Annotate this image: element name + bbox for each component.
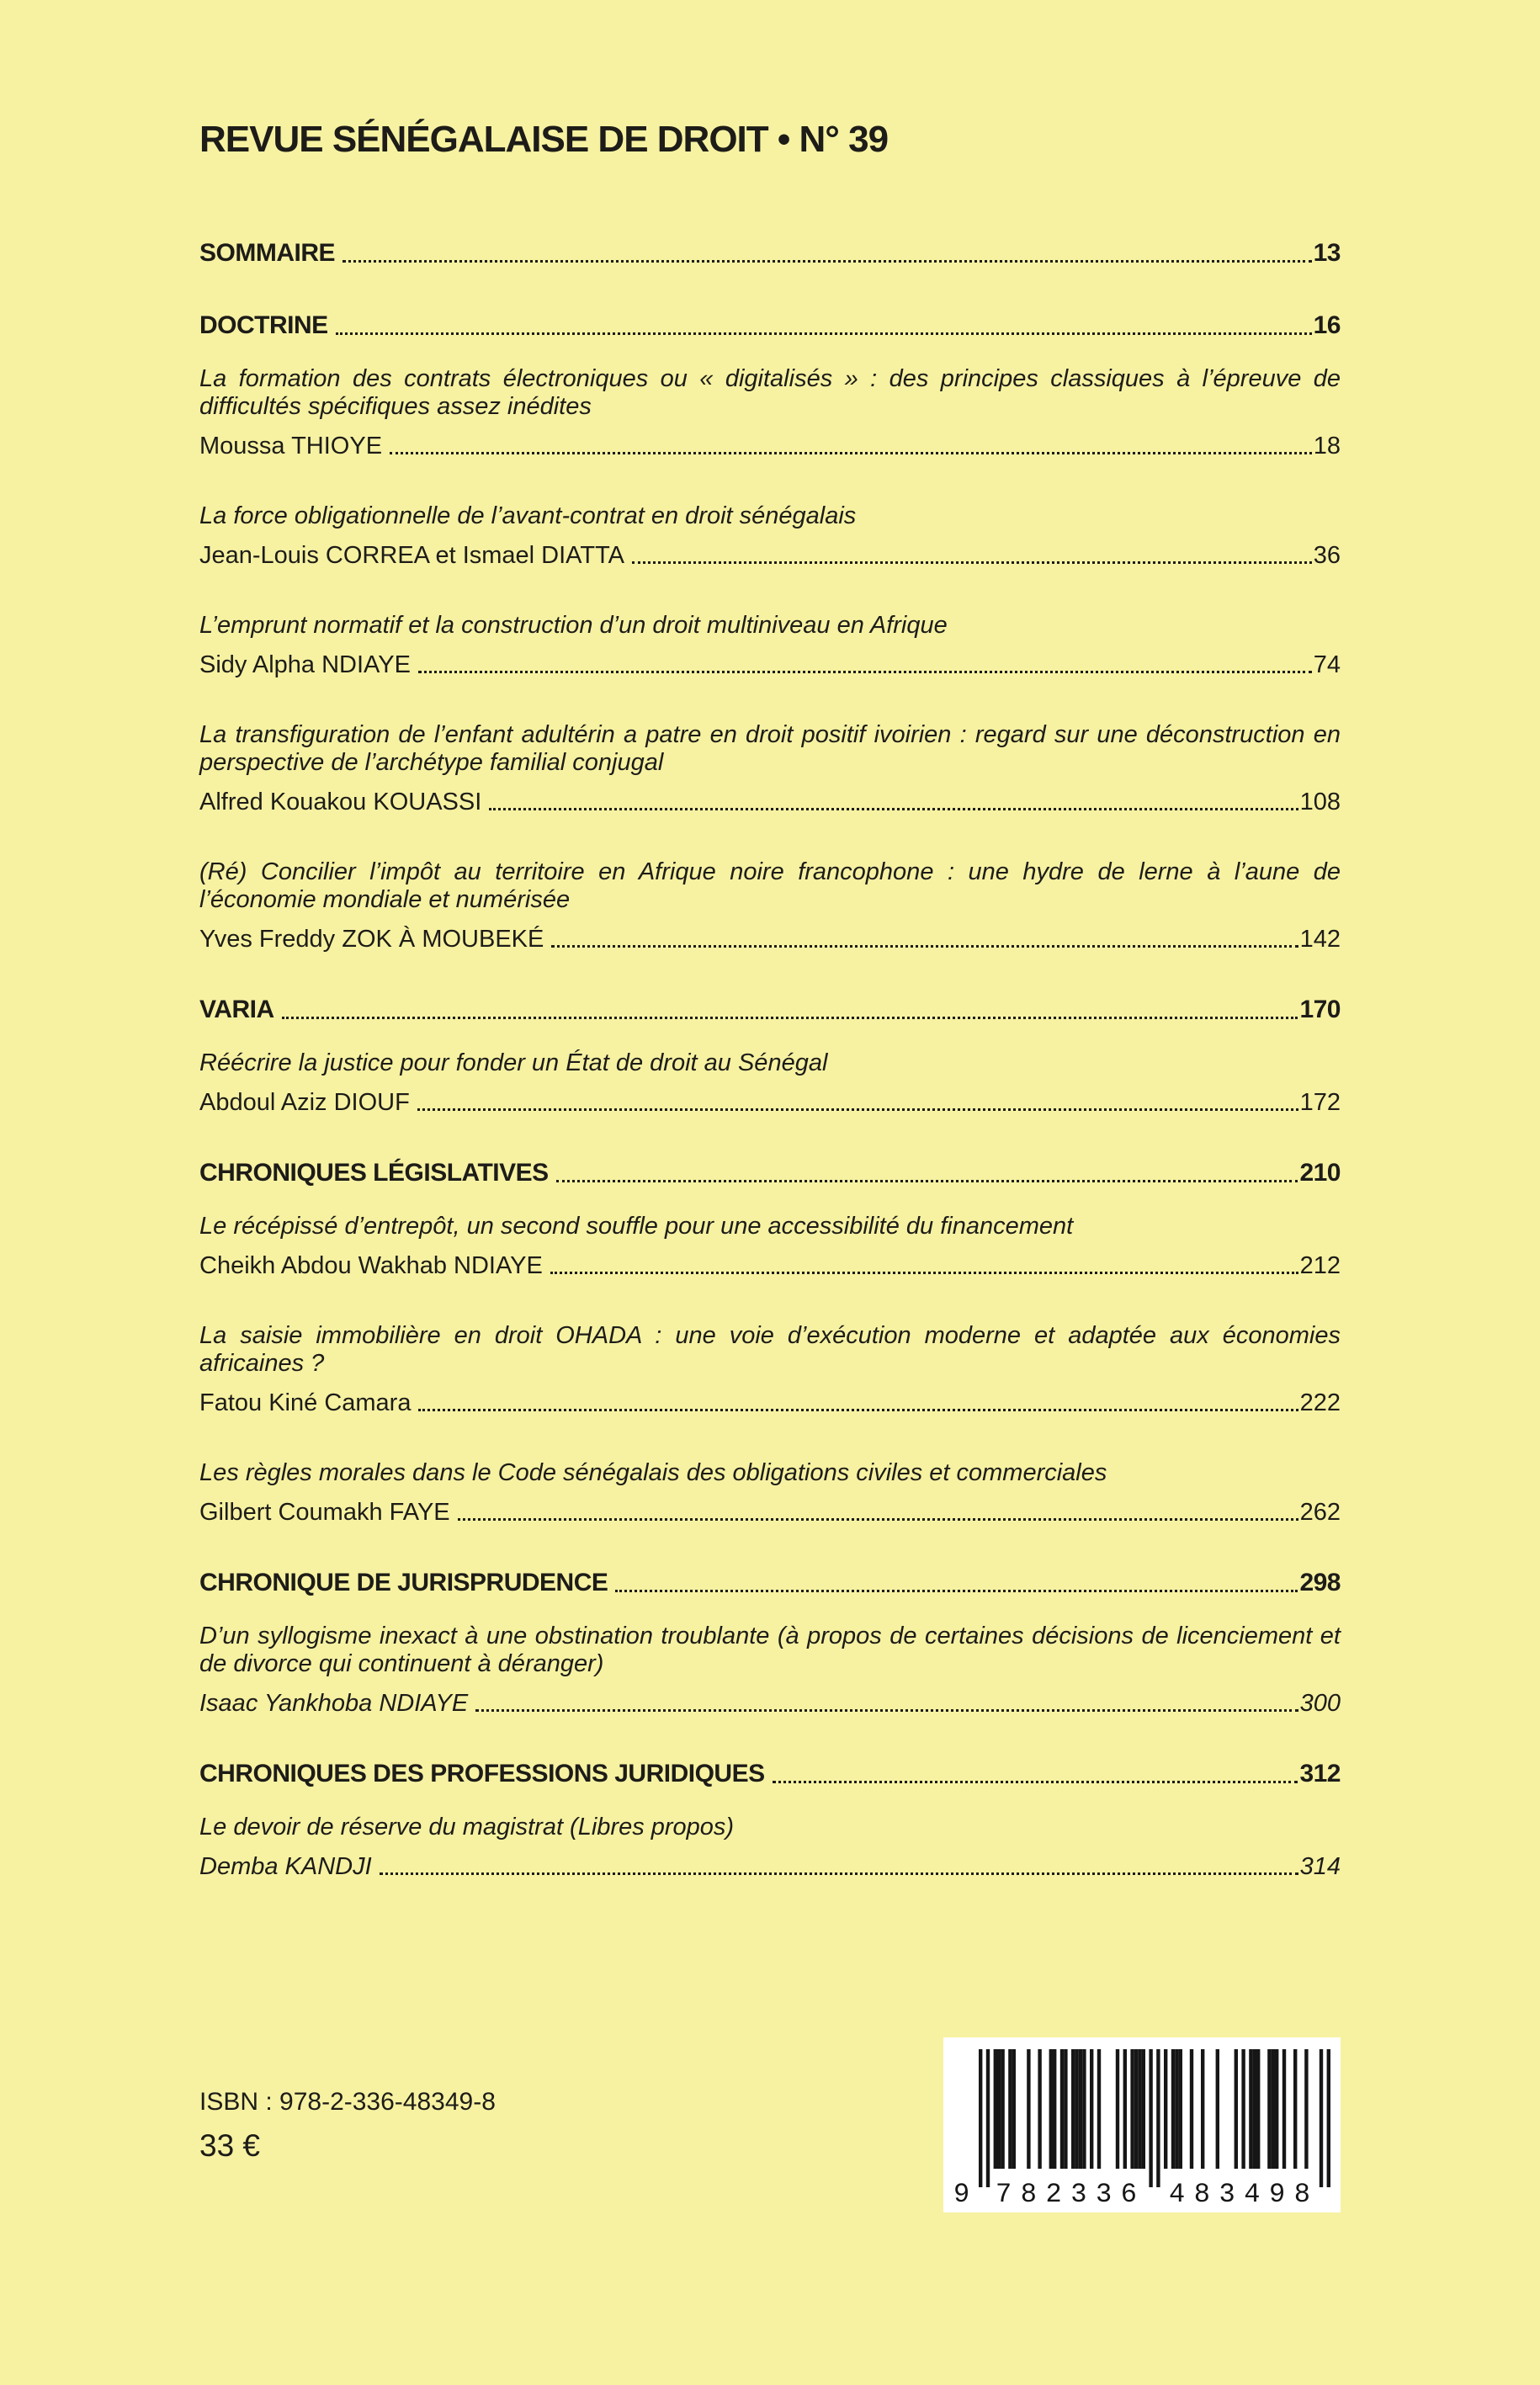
barcode-bar xyxy=(1075,2049,1078,2169)
section-page-number: 298 xyxy=(1299,1569,1341,1596)
section-title: CHRONIQUE DE JURISPRUDENCE xyxy=(199,1569,608,1596)
entry-author: Yves Freddy ZOK À MOUBEKÉ xyxy=(199,926,544,953)
barcode-bar xyxy=(1027,2049,1030,2169)
toc-entry xyxy=(199,365,1341,460)
entry-page-number: 314 xyxy=(1299,1853,1341,1880)
entry-page-number: 142 xyxy=(1299,926,1341,953)
barcode-bar xyxy=(1267,2049,1271,2169)
barcode-bar xyxy=(1082,2049,1086,2169)
entry-title: Réécrire la justice pour fonder un État de droit au Sénégal xyxy=(199,1049,828,1076)
barcode-bar xyxy=(1001,2049,1004,2169)
barcode-bar xyxy=(1071,2049,1075,2169)
entry-author: Abdoul Aziz DIOUF xyxy=(199,1089,410,1116)
dotted-leader xyxy=(773,1781,1298,1783)
section-heading-row xyxy=(199,1157,1341,1189)
entry-author: Sidy Alpha NDIAYE xyxy=(199,651,411,678)
barcode-digits: 9 xyxy=(953,2179,970,2206)
isbn: ISBN : 978-2-336-48349-8 xyxy=(199,2088,496,2116)
barcode-bar xyxy=(1090,2049,1093,2169)
barcode-bar xyxy=(1249,2049,1252,2169)
toc-entry xyxy=(199,502,1341,570)
section-title: CHRONIQUES DES PROFESSIONS JURIDIQUES xyxy=(199,1760,765,1787)
entry-title: La saisie immobilière en droit OHADA : une voie d’exécution moderne et adaptée aux économies africaines ? xyxy=(199,1322,1341,1377)
entry-author-row xyxy=(199,542,1341,570)
barcode-bar xyxy=(1320,2049,1323,2187)
barcode-digits: 483498 xyxy=(1169,2179,1310,2206)
section-heading-row xyxy=(199,237,1341,269)
toc-entry xyxy=(199,1623,1341,1718)
barcode-bar xyxy=(1149,2049,1152,2187)
entry-title: La formation des contrats électroniques ou « digitalisés » : des principes classiques à l’épreuve de difficultés spécifiques assez inédites xyxy=(199,365,1341,420)
barcode-bar xyxy=(1060,2049,1064,2169)
entry-title: L’emprunt normatif et la construction d’un droit multiniveau en Afrique xyxy=(199,612,948,639)
dotted-leader xyxy=(282,1017,1298,1019)
page-title: REVUE SÉNÉGALAISE DE DROIT • N° 39 xyxy=(199,119,889,160)
barcode-bar xyxy=(1053,2049,1056,2169)
dotted-leader xyxy=(632,561,1312,564)
entry-page-number: 36 xyxy=(1313,542,1341,569)
toc-section xyxy=(199,1567,1341,1718)
toc-entry xyxy=(199,612,1341,679)
entry-title: Le devoir de réserve du magistrat (Libres propos) xyxy=(199,1814,735,1841)
barcode-bar xyxy=(1275,2049,1278,2169)
barcode-bar xyxy=(1201,2049,1204,2169)
barcode-bar xyxy=(1253,2049,1256,2169)
barcode xyxy=(943,2037,1341,2212)
entry-author: Gilbert Coumakh FAYE xyxy=(199,1499,450,1526)
entry-page-number: 212 xyxy=(1299,1252,1341,1279)
dotted-leader xyxy=(615,1590,1298,1592)
dotted-leader xyxy=(390,452,1312,454)
section-page-number: 312 xyxy=(1299,1760,1341,1787)
barcode-bar xyxy=(1304,2049,1308,2169)
barcode-bar xyxy=(1064,2049,1067,2169)
entry-author: Cheikh Abdou Wakhab NDIAYE xyxy=(199,1252,543,1279)
dotted-leader xyxy=(550,1272,1298,1274)
section-entries xyxy=(199,1623,1341,1718)
section-heading-row xyxy=(199,310,1341,342)
dotted-leader xyxy=(551,945,1298,948)
barcode-image xyxy=(953,2049,1330,2206)
dotted-leader xyxy=(418,1409,1298,1411)
section-title: CHRONIQUES LÉGISLATIVES xyxy=(199,1159,549,1187)
toc-section xyxy=(199,1758,1341,1881)
entry-author-row xyxy=(199,651,1341,679)
barcode-bar xyxy=(1256,2049,1260,2169)
entry-author: Moussa THIOYE xyxy=(199,433,383,459)
barcode-bar xyxy=(1130,2049,1134,2169)
entry-page-number: 172 xyxy=(1299,1089,1341,1116)
barcode-bar xyxy=(1175,2049,1178,2169)
toc-entry xyxy=(199,1459,1341,1527)
entry-page-number: 222 xyxy=(1299,1389,1341,1416)
entry-page-number: 74 xyxy=(1313,651,1341,678)
entry-title: Le récépissé d’entrepôt, un second souffle pour une accessibilité du financement xyxy=(199,1213,1074,1240)
section-page-number: 170 xyxy=(1299,996,1341,1023)
dotted-leader xyxy=(343,260,1312,263)
barcode-digits: 782336 xyxy=(996,2179,1137,2206)
dotted-leader xyxy=(489,808,1298,810)
barcode-bar xyxy=(986,2049,990,2187)
section-heading-row xyxy=(199,1758,1341,1790)
barcode-bar xyxy=(1138,2049,1141,2169)
entry-author-row xyxy=(199,1499,1341,1527)
section-entries xyxy=(199,365,1341,953)
section-title: SOMMAIRE xyxy=(199,239,335,267)
dotted-leader xyxy=(458,1518,1298,1521)
entry-author: Fatou Kiné Camara xyxy=(199,1389,412,1416)
entry-page-number: 262 xyxy=(1299,1499,1341,1526)
table-of-contents xyxy=(199,237,1341,1881)
barcode-bar xyxy=(1049,2049,1053,2169)
barcode-bar xyxy=(1171,2049,1175,2169)
dotted-leader xyxy=(418,671,1312,673)
entry-page-number: 108 xyxy=(1299,789,1341,815)
barcode-bar xyxy=(1241,2049,1245,2169)
entry-author-row xyxy=(199,1252,1341,1280)
entry-author-row xyxy=(199,1089,1341,1117)
barcode-bar xyxy=(1156,2049,1160,2187)
barcode-bar xyxy=(1235,2049,1238,2169)
barcode-bar xyxy=(1123,2049,1127,2169)
barcode-bar xyxy=(979,2049,982,2187)
toc-entry xyxy=(199,721,1341,816)
barcode-bar xyxy=(1179,2049,1182,2169)
section-page-number: 16 xyxy=(1313,311,1341,339)
barcode-bar xyxy=(1008,2049,1012,2169)
toc-entry xyxy=(199,858,1341,953)
barcode-bar xyxy=(1327,2049,1330,2187)
dotted-leader xyxy=(556,1180,1298,1182)
section-page-number: 210 xyxy=(1299,1159,1341,1187)
section-title: DOCTRINE xyxy=(199,311,328,339)
toc-entry xyxy=(199,1049,1341,1117)
toc-section xyxy=(199,1157,1341,1527)
toc-section xyxy=(199,994,1341,1117)
entry-title: Les règles morales dans le Code sénégalais des obligations civiles et commerciales xyxy=(199,1459,1107,1486)
toc-entry xyxy=(199,1814,1341,1881)
barcode-bar xyxy=(1116,2049,1119,2169)
section-entries xyxy=(199,1049,1341,1117)
barcode-bar xyxy=(1012,2049,1016,2169)
entry-author-row xyxy=(199,1389,1341,1417)
section-heading-row xyxy=(199,994,1341,1026)
entry-author-row xyxy=(199,1690,1341,1718)
entry-author: Demba KANDJI xyxy=(199,1853,372,1880)
barcode-bar xyxy=(997,2049,1001,2169)
barcode-bar xyxy=(1282,2049,1286,2169)
barcode-bar xyxy=(1142,2049,1145,2169)
section-title: VARIA xyxy=(199,996,274,1023)
barcode-bar xyxy=(1216,2049,1219,2169)
barcode-bar xyxy=(1097,2049,1101,2169)
dotted-leader xyxy=(380,1872,1298,1875)
footer-left xyxy=(199,2088,496,2164)
entry-author-row xyxy=(199,1853,1341,1881)
entry-page-number: 18 xyxy=(1313,433,1341,459)
barcode-bar xyxy=(1164,2049,1167,2169)
entry-author: Alfred Kouakou KOUASSI xyxy=(199,789,482,815)
section-entries xyxy=(199,1814,1341,1881)
entry-title: La force obligationnelle de l’avant-contrat en droit sénégalais xyxy=(199,502,857,529)
section-entries xyxy=(199,1213,1341,1527)
toc-section xyxy=(199,237,1341,269)
entry-author: Isaac Yankhoba NDIAYE xyxy=(199,1690,469,1717)
entry-author-row xyxy=(199,433,1341,460)
barcode-bar xyxy=(1134,2049,1138,2169)
toc-entry xyxy=(199,1213,1341,1280)
entry-author-row xyxy=(199,789,1341,816)
entry-author: Jean-Louis CORREA et Ismael DIATTA xyxy=(199,542,624,569)
dotted-leader xyxy=(336,332,1312,335)
barcode-bar xyxy=(1293,2049,1297,2169)
barcode-bar xyxy=(1272,2049,1275,2169)
entry-title: La transfiguration de l’enfant adultérin a patre en droit positif ivoirien : regard sur une déconstruction en perspective de l’archétype familial conjugal xyxy=(199,721,1341,776)
entry-author-row xyxy=(199,926,1341,953)
footer xyxy=(199,2037,1341,2212)
entry-page-number: 300 xyxy=(1299,1690,1341,1717)
section-heading-row xyxy=(199,1567,1341,1599)
barcode-bar xyxy=(1079,2049,1082,2169)
entry-title: (Ré) Concilier l’impôt au territoire en Afrique noire francophone : une hydre de lerne à l’aune de l’économie mondiale et numérisée xyxy=(199,858,1341,913)
barcode-bar xyxy=(1038,2049,1041,2169)
barcode-bar xyxy=(994,2049,997,2169)
dotted-leader xyxy=(417,1108,1298,1111)
price: 33 € xyxy=(199,2128,261,2163)
barcode-bar xyxy=(1190,2049,1193,2169)
dotted-leader xyxy=(475,1709,1298,1712)
entry-title: D’un syllogisme inexact à une obstination troublante (à propos de certaines décisions de licenciement et de divorce qui continuent à déranger) xyxy=(199,1623,1341,1677)
toc-entry xyxy=(199,1322,1341,1417)
toc-section xyxy=(199,310,1341,953)
section-page-number: 13 xyxy=(1313,239,1341,267)
